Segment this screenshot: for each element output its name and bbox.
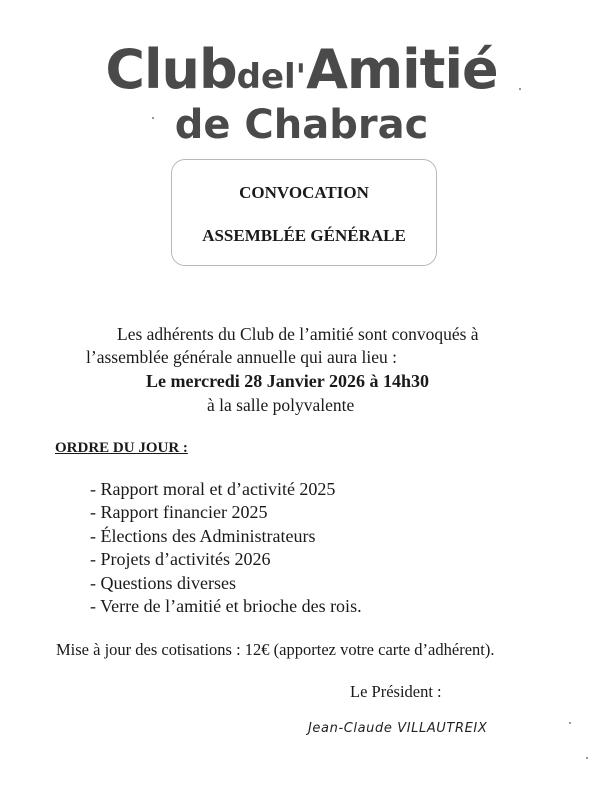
title-box (171, 159, 437, 266)
agenda-heading: ORDRE DU JOUR : (55, 440, 188, 456)
agenda-item: - Élections des Administrateurs (90, 525, 362, 548)
membership-fee-note: Mise à jour des cotisations : 12€ (apportez votre carte d’adhérent). (56, 640, 495, 659)
agenda-item: - Verre de l’amitié et brioche des rois. (90, 595, 362, 618)
scan-speck (586, 757, 588, 759)
convocation-title: CONVOCATION (239, 183, 369, 202)
president-label: Le Président : (350, 682, 442, 701)
scan-speck (152, 117, 154, 119)
logo-word-amitie: Amitié (306, 38, 498, 101)
scan-speck (569, 722, 571, 724)
agenda-item: - Rapport moral et d’activité 2025 (90, 478, 362, 501)
president-signature: Jean-Claude VILLAUTREIX (308, 721, 488, 736)
agenda-list (90, 478, 362, 618)
logo-word-club: Club (105, 38, 237, 101)
club-logo-title (0, 38, 603, 101)
agenda-item: - Projets d’activités 2026 (90, 548, 362, 571)
meeting-place: à la salle polyvalente (207, 395, 355, 415)
agenda-item: - Questions diverses (90, 572, 362, 595)
scan-speck (519, 88, 521, 90)
logo-word-del: del' (236, 57, 307, 97)
meeting-date: Le mercredi 28 Janvier 2026 à 14h30 (146, 371, 429, 391)
intro-line-2: l’assemblée générale annuelle qui aura lieu : (86, 347, 397, 367)
assembly-title: ASSEMBLÉE GÉNÉRALE (202, 226, 406, 245)
agenda-item: - Rapport financier 2025 (90, 501, 362, 524)
intro-line-1: Les adhérents du Club de l’amitié sont convoqués à (117, 324, 479, 344)
club-logo-subtitle: de Chabrac (174, 102, 429, 148)
